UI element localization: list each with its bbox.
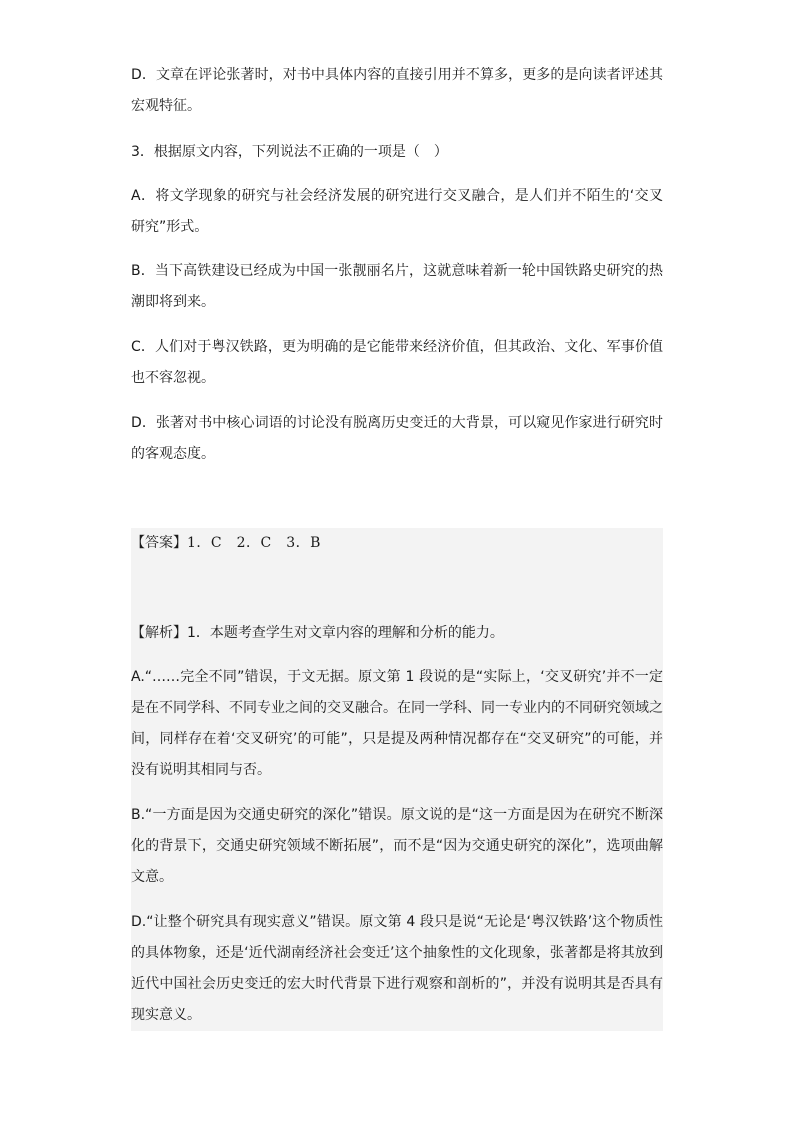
answer-value: 1．C 2．C 3．B bbox=[187, 535, 321, 551]
analysis-option-b: B.“一方面是因为交通史研究的深化”错误。原文说的是“这一方面是因为在研究不断深化的背景下，交通史研究领域不断拓展”，而不是“因为交通史研究的深化”，选项曲解文意。 bbox=[131, 807, 663, 885]
answer-analysis-block bbox=[131, 528, 663, 1031]
analysis-option-a: A.“……完全不同”错误，于文无据。原文第 1 段说的是“实际上，‘交叉研究’并不一定是在不同学科、不同专业之间的交叉融合。在同一学科、同一专业内的不同研究领域之间，同样存在着‘交叉研究’的可能”，只是提及两种情况都存在“交叉研究”的可能，并没有说明其相同与否。 bbox=[131, 669, 663, 778]
analysis-heading: 【解析】1．本题考查学生对文章内容的理解和分析的能力。 bbox=[131, 625, 504, 641]
answer-line bbox=[131, 528, 663, 559]
q3-option-a: A．将文学现象的研究与社会经济发展的研究进行交叉融合，是人们并不陌生的‘交叉研究”形式。 bbox=[131, 188, 663, 235]
q3-option-d: D．张著对书中核心词语的讨论没有脱离历史变迁的大背景，可以窥见作家进行研究时的客观态度。 bbox=[131, 415, 663, 462]
analysis-option-d: D.“让整个研究具有现实意义”错误。原文第 4 段只是说“无论是‘粤汉铁路’这个物质性的具体物象，还是‘近代湖南经济社会变迁’这个抽象性的文化现象，张著都是将其放到近代中国社会历史变迁的宏大时代背景下进行观察和剖析的”，并没有说明其是否具有现实意义。 bbox=[131, 914, 663, 1023]
q3-stem: 3．根据原文内容，下列说法不正确的一项是（ ） bbox=[131, 144, 448, 160]
q2-option-d: D．文章在评论张著时，对书中具体内容的直接引用并不算多，更多的是向读者评述其宏观特征。 bbox=[131, 67, 663, 114]
q3-option-c: C．人们对于粤汉铁路，更为明确的是它能带来经济价值，但其政治、文化、军事价值也不容忽视。 bbox=[131, 339, 663, 386]
q3-option-b: B．当下高铁建设已经成为中国一张靓丽名片，这就意味着新一轮中国铁路史研究的热潮即将到来。 bbox=[131, 263, 663, 310]
answer-tag: 【答案】 bbox=[131, 535, 187, 551]
